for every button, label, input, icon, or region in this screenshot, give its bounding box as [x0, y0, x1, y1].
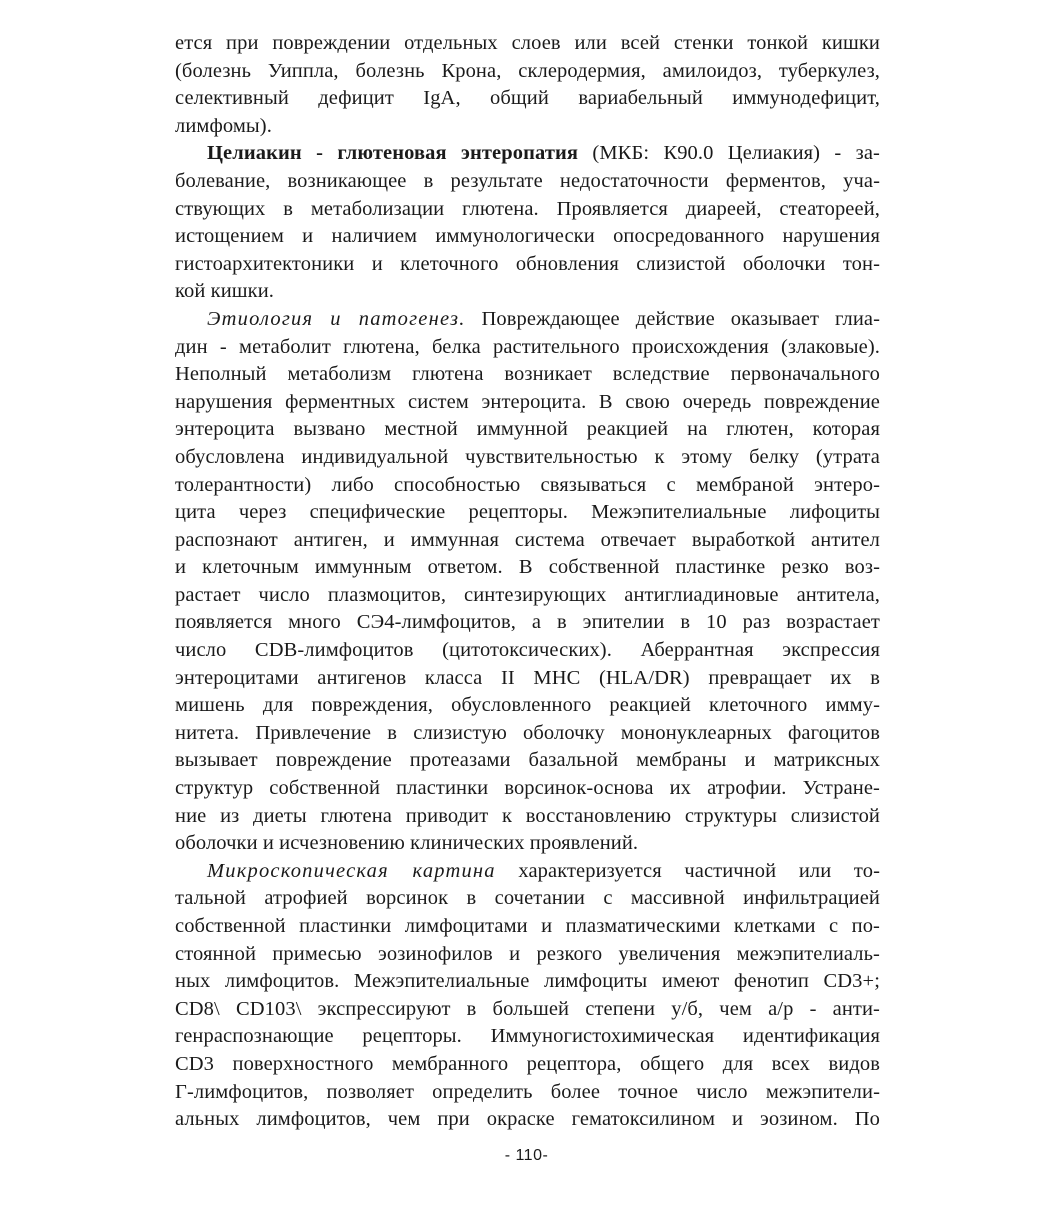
line-text: болевание, возникающее в результате недостаточности ферментов, уча- — [175, 169, 880, 192]
text-line — [175, 803, 880, 831]
line-text: вызывает повреждение протеазами базальной мембраны и матриксных — [175, 749, 880, 772]
line-text: нитета. Привлечение в слизистую оболочку мононуклеарных фагоцитов — [175, 721, 880, 744]
text-line — [175, 444, 880, 472]
line-text: нарушения ферментных систем энтероцита. В свою очередь повреждение — [175, 390, 880, 413]
text-line — [175, 251, 880, 279]
line-text: и клеточным иммунным ответом. В собственной пластинке резко воз- — [175, 556, 880, 579]
text-line — [175, 140, 880, 168]
line-text: CD8\ CD103\ экспрессируют в большей степени у/б, чем а/р - анти- — [175, 997, 880, 1020]
line-text: Повреждающее действие оказывает глиа- — [465, 307, 881, 330]
paragraph — [175, 306, 880, 858]
line-text: (болезнь Уиппла, болезнь Крона, склеродермия, амилоидоз, туберкулез, — [175, 59, 880, 82]
line-text: энтероцита вызвано местной иммунной реакцией на глютен, которая — [175, 418, 880, 441]
text-line — [175, 389, 880, 417]
text-line — [175, 168, 880, 196]
text-line — [175, 913, 880, 941]
text-line — [175, 720, 880, 748]
line-text: ных лимфоцитов. Межэпителиальные лимфоциты имеют фенотип CD3+; — [175, 970, 880, 993]
text-line — [175, 747, 880, 775]
text-line — [175, 113, 880, 141]
text-line — [175, 885, 880, 913]
text-line — [175, 582, 880, 610]
line-text: обусловлена индивидуальной чувствительностью к этому белку (утрата — [175, 445, 880, 468]
line-text: растает число плазмоцитов, синтезирующих антиглиадиновые антитела, — [175, 583, 880, 606]
text-line — [175, 1106, 880, 1134]
line-text: генраспознающие рецепторы. Иммуногистохимическая идентификация — [175, 1025, 880, 1048]
line-text: оболочки и исчезновению клинических проявлений. — [175, 832, 639, 855]
text-line — [175, 1051, 880, 1079]
line-text: альных лимфоцитов, чем при окраске гематоксилином и эозином. По — [175, 1108, 880, 1131]
line-text: Г-лимфоцитов, позволяет определить более точное число межэпители- — [175, 1080, 880, 1103]
text-line — [175, 1023, 880, 1051]
text-line — [175, 775, 880, 803]
line-text: кой кишки. — [175, 280, 275, 303]
text-line — [175, 1079, 880, 1107]
text-line — [175, 416, 880, 444]
line-text: ется при повреждении отдельных слоев или всей стенки тонкой кишки — [175, 32, 880, 54]
text-line — [175, 968, 880, 996]
paragraph — [175, 30, 880, 140]
line-text: ние из диеты глютена приводит к восстановлению структуры слизистой — [175, 804, 880, 827]
page-number: - 110- — [504, 1147, 549, 1164]
line-text: селективный дефицит IgA, общий вариабельный иммунодефицит, — [175, 87, 880, 110]
line-text: энтероцитами антигенов класса II МНС (HLA/DR) превращает их в — [175, 666, 880, 689]
text-line — [175, 361, 880, 389]
text-line — [175, 941, 880, 969]
text-line — [175, 306, 880, 334]
paragraph — [175, 140, 880, 306]
line-text: тальной атрофией ворсинок в сочетании с массивной инфильтрацией — [175, 887, 880, 910]
text-line — [175, 472, 880, 500]
text-line — [175, 996, 880, 1024]
text-line — [175, 30, 880, 58]
text-line — [175, 830, 880, 858]
line-text: стоянной примесью эозинофилов и резкого увеличения межэпителиаль- — [175, 942, 880, 965]
text-line — [175, 692, 880, 720]
text-line — [175, 196, 880, 224]
text-line — [175, 637, 880, 665]
text-line — [175, 858, 880, 886]
line-text: (МКБ: К90.0 Целиакия) - за- — [578, 142, 880, 165]
line-text: мишень для повреждения, обусловленного реакцией клеточного имму- — [175, 694, 880, 717]
text-line — [175, 609, 880, 637]
line-text: собственной пластинки лимфоцитами и плазматическими клетками с по- — [175, 915, 880, 937]
line-text: структур собственной пластинки ворсинок-основа их атрофии. Устране- — [175, 777, 880, 800]
line-text: лимфомы). — [175, 114, 272, 137]
term-heading: Целиакин - глютеновая энтеропатия — [207, 142, 579, 165]
text-line — [175, 278, 880, 306]
text-line — [175, 85, 880, 113]
line-text: истощением и наличием иммунологически опосредованного нарушения — [175, 225, 880, 248]
line-text: характеризуется частичной или то- — [495, 859, 880, 882]
line-text: появляется много СЭ4-лимфоцитов, а в эпителии в 10 раз возрастает — [175, 611, 880, 634]
text-line — [175, 58, 880, 86]
line-text: распознают антиген, и иммунная система отвечает выработкой антител — [175, 528, 880, 551]
line-text: гистоархитектоники и клеточного обновления слизистой оболочки тон- — [175, 252, 880, 275]
section-lead: Микроскопическая картина — [207, 859, 496, 882]
line-text: ствующих в метаболизации глютена. Проявляется диареей, стеатореей, — [175, 197, 880, 220]
line-text: толерантности) либо способностью связываться с мембраной энтеро- — [175, 473, 880, 496]
text-line — [175, 499, 880, 527]
line-text: цита через специфические рецепторы. Межэпителиальные лифоциты — [175, 501, 880, 524]
text-line — [175, 665, 880, 693]
paragraph — [175, 858, 880, 1134]
line-text: дин - метаболит глютена, белка растительного происхождения (злаковые). — [175, 335, 880, 358]
text-line — [175, 554, 880, 582]
line-text: CD3 поверхностного мембранного рецептора, общего для всех видов — [175, 1052, 880, 1075]
line-text: число CDB-лимфоцитов (цитотоксических). Аберрантная экспрессия — [175, 639, 880, 662]
line-text: Неполный метаболизм глютена возникает вследствие первоначального — [175, 363, 880, 386]
text-line — [175, 334, 880, 362]
page-body — [175, 30, 880, 1134]
text-line — [175, 223, 880, 251]
section-lead: Этиология и патогенез. — [207, 307, 466, 330]
text-line — [175, 527, 880, 555]
